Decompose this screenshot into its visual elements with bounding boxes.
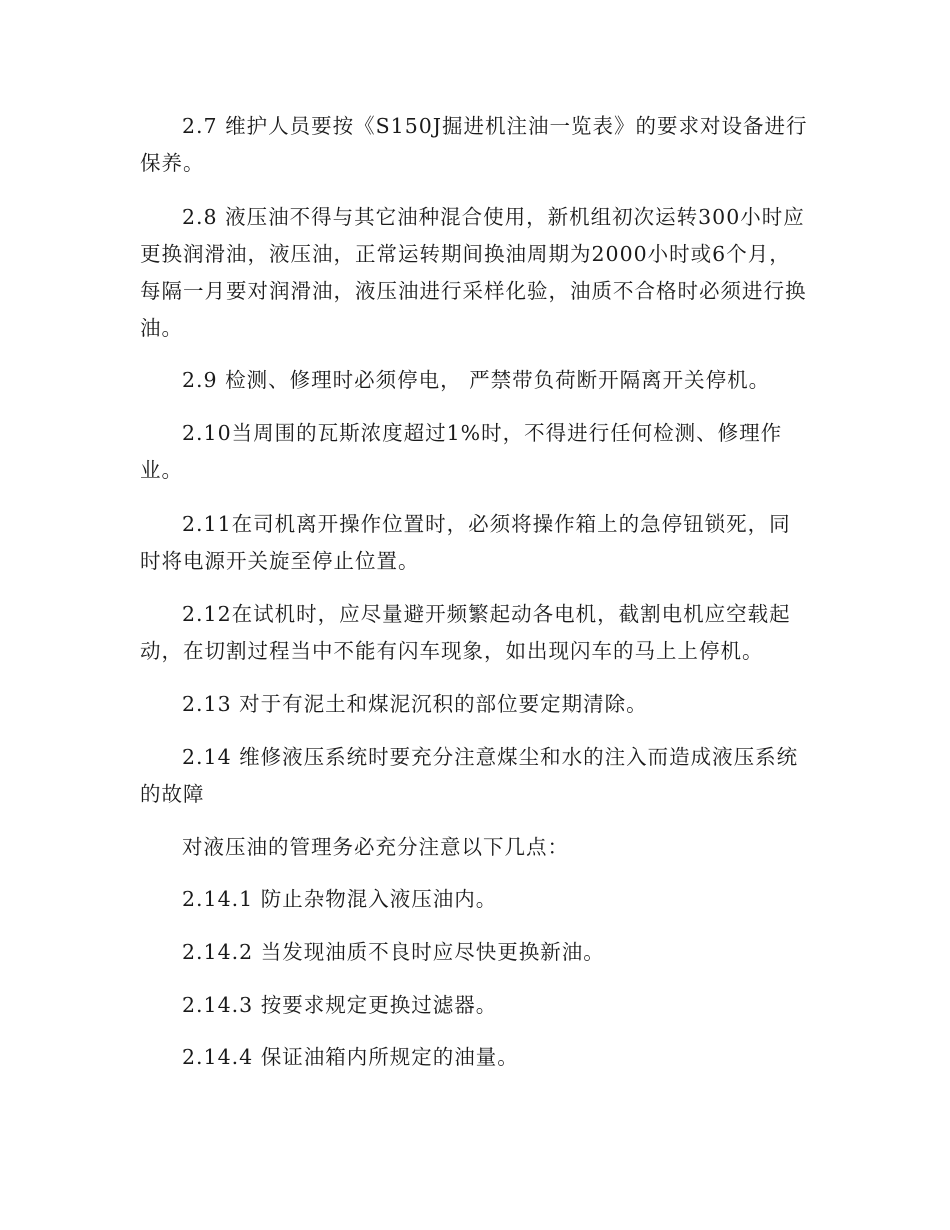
paragraph-2-14: 2.14 维修液压系统时要充分注意煤尘和水的注入而造成液压系统的故障 bbox=[140, 745, 799, 806]
paragraph-2-11: 2.11在司机离开操作位置时，必须将操作箱上的急停钮锁死，同时将电源开关旋至停止位置。 bbox=[140, 512, 791, 573]
paragraph-2-14-1: 2.14.1 防止杂物混入液压油内。 bbox=[182, 887, 498, 911]
paragraph-2-14-4: 2.14.4 保证油箱内所规定的油量。 bbox=[182, 1045, 519, 1069]
paragraph-2-14-3: 2.14.3 按要求规定更换过滤器。 bbox=[182, 993, 498, 1017]
paragraph-2-8: 2.8 液压油不得与其它油种混合使用，新机组初次运转300小时应更换润滑油，液压油，正常运转期间换油周期为2000小时或6个月，每隔一月要对润滑油，液压油进行采样化验，油质不合格时必须进行换油。 bbox=[140, 205, 807, 340]
paragraph-2-13: 2.13 对于有泥土和煤泥沉积的部位要定期清除。 bbox=[182, 692, 648, 716]
paragraph-2-10: 2.10当周围的瓦斯浓度超过1%时，不得进行任何检测、修理作业。 bbox=[140, 421, 783, 482]
paragraph-2-7: 2.7 维护人员要按《S150J掘进机注油一览表》的要求对设备进行保养。 bbox=[140, 114, 808, 175]
paragraph-2-14-2: 2.14.2 当发现油质不良时应尽快更换新油。 bbox=[182, 940, 605, 964]
paragraph-oil-management-intro: 对液压油的管理务必充分注意以下几点： bbox=[182, 835, 569, 859]
paragraph-2-12: 2.12在试机时，应尽量避开频繁起动各电机，截割电机应空载起动，在切割过程当中不能有闪车现象，如出现闪车的马上上停机。 bbox=[140, 602, 791, 663]
paragraph-2-9: 2.9 检测、修理时必须停电， 严禁带负荷断开隔离开关停机。 bbox=[182, 368, 771, 392]
